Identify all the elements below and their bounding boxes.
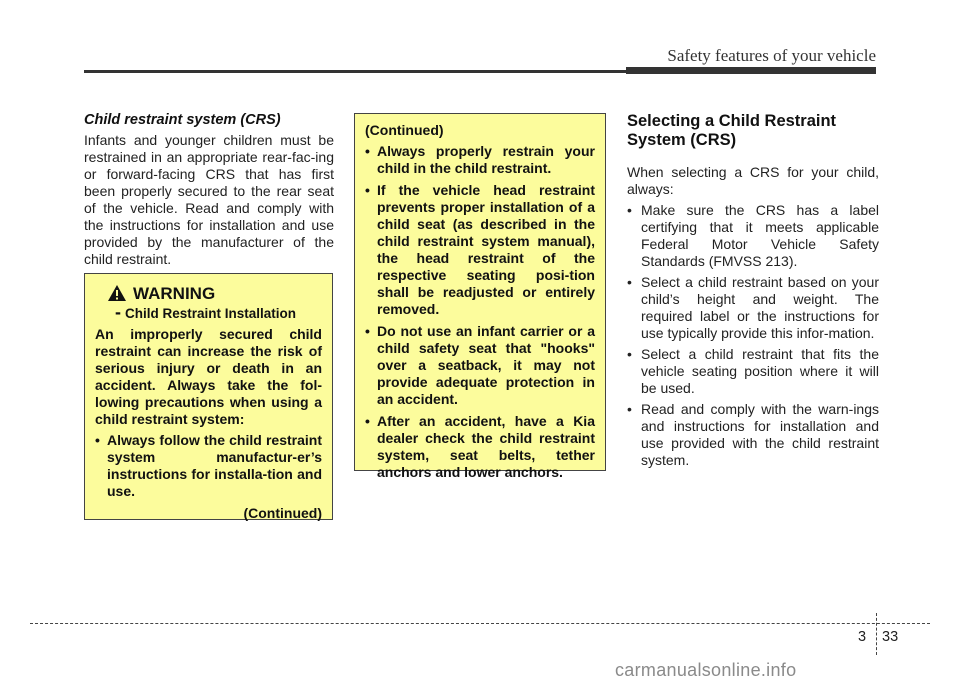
warning-bullets: [95, 432, 322, 500]
footer-rule: [30, 623, 930, 624]
warning-subtitle: Child Restraint Installation: [125, 306, 297, 321]
continued-bullets: [365, 143, 595, 481]
header-rule-accent: [626, 67, 876, 74]
chapter-number: 3: [858, 629, 867, 645]
header-title: Safety features of your vehicle: [667, 46, 876, 65]
selection-bullets: [627, 202, 879, 469]
footer-divider: [876, 613, 877, 655]
warning-box: [84, 273, 333, 520]
warning-title: WARNING: [133, 283, 216, 303]
section-title: Child restraint system (CRS): [84, 112, 281, 128]
watermark: carmanualsonline.info: [615, 660, 797, 680]
page-number: 33: [882, 629, 899, 645]
warning-subtitle-row: [115, 304, 322, 322]
warning-dash: -: [115, 302, 121, 322]
list-item: • Do not use an infant carrier or a child safety seat that "hooks" over a seatback, it may not provide adequate protection in an accident.: [365, 323, 595, 408]
warning-header: [107, 282, 322, 304]
column-right: [627, 112, 879, 473]
list-item: • After an accident, have a Kia dealer check the child restraint system, seat belts, tether anchors and lower anchors.: [365, 413, 595, 481]
section-heading: Selecting a Child Restraint System (CRS): [627, 112, 837, 149]
list-item: • Read and comply with the warn-ings and instructions for installation and use provided with the child restraint system.: [627, 401, 879, 469]
warning-intro: An improperly secured child restraint can increase the risk of serious injury or death in an accident. Always take the fol-lowing precautions when using a child restraint system:: [95, 326, 322, 427]
continued-heading: (Continued): [365, 122, 444, 138]
list-item: • Select a child restraint that fits the vehicle seating position where it will be used.: [627, 346, 879, 397]
column-left: [84, 112, 334, 268]
list-item: • Make sure the CRS has a label certifying that it meets applicable Federal Motor Vehicle Safety Standards (FMVSS 213).: [627, 202, 879, 270]
list-item: • Select a child restraint based on your child’s height and weight. The required label or the instructions for use typically provide this infor-mation.: [627, 274, 879, 342]
list-item: • If the vehicle head restraint prevents proper installation of a child seat (as described in the child restraint system manual), the head restraint of the respective seating posi-tion shall be readjusted or entirely removed.: [365, 182, 595, 318]
crs-paragraph: Infants and younger children must be restrained in an appropriate rear-fac-ing or forward-facing CRS that has first been properly secured to the rear seat of the vehicle. Read and comply with the instructions for installation and use provided by the manufacturer of the child restraint.: [84, 132, 334, 267]
list-item: • Always follow the child restraint system manufactur-er’s instructions for installa-tion and use.: [95, 432, 322, 500]
warning-triangle-icon: [107, 284, 127, 302]
list-item: • Always properly restrain your child in the child restraint.: [365, 143, 595, 177]
selection-intro: When selecting a CRS for your child, always:: [627, 164, 879, 197]
warning-continued: (Continued): [243, 505, 322, 521]
continued-box: [354, 113, 606, 480]
